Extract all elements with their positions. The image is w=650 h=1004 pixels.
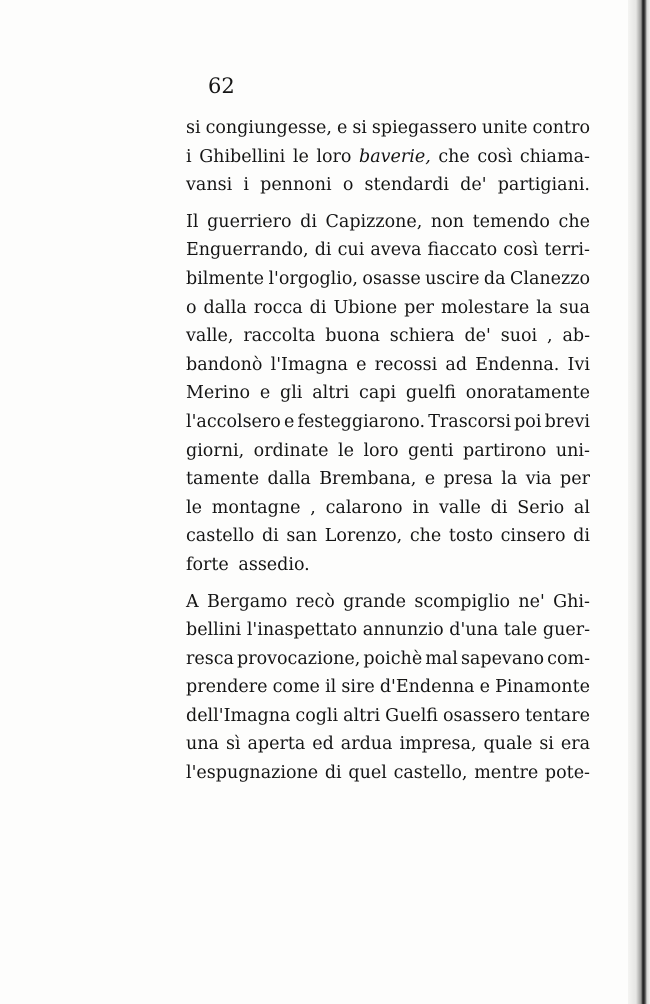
word: una <box>186 734 219 755</box>
word: come <box>272 677 320 698</box>
word: pote- <box>544 763 590 784</box>
word: d'Endenna <box>379 677 475 698</box>
word: partirono <box>463 440 547 461</box>
word: guerriero <box>207 211 292 232</box>
text-line <box>186 465 590 494</box>
word: di <box>309 297 327 318</box>
text-line <box>186 171 590 200</box>
word: san <box>286 526 318 547</box>
word: quale <box>483 734 533 755</box>
word: le <box>292 146 309 167</box>
text-line <box>186 673 590 702</box>
word: Enguerrando, <box>186 240 309 261</box>
word: Ghi- <box>553 591 590 612</box>
text-line <box>186 114 590 143</box>
word: di <box>490 497 508 518</box>
word: da <box>483 268 506 289</box>
word: mentre <box>474 763 539 784</box>
word: recossi <box>374 354 438 375</box>
text-line <box>186 551 590 580</box>
word: vansi <box>186 175 233 196</box>
word: era <box>560 734 590 755</box>
word: per <box>404 297 435 318</box>
word: via <box>525 469 552 490</box>
word: Capizzone, <box>325 211 423 232</box>
text-line <box>186 322 590 351</box>
word: guelfi <box>405 383 456 404</box>
word: Ivi <box>567 354 590 375</box>
word: tamente <box>186 469 260 490</box>
word: onoratamente <box>465 383 590 404</box>
word: uni- <box>555 440 590 461</box>
word: che <box>438 146 470 167</box>
word: di <box>314 240 332 261</box>
word: com- <box>547 648 590 669</box>
word: dell'Imagna <box>186 705 291 726</box>
word: che <box>558 211 590 232</box>
word: ad <box>445 354 468 375</box>
word: partigiani. <box>497 175 590 196</box>
word: poichè <box>363 648 423 669</box>
word: Trascorsi <box>428 411 511 432</box>
word: non <box>430 211 464 232</box>
text-line <box>186 208 590 237</box>
word: terri- <box>544 240 590 261</box>
page-number: 62 <box>208 74 235 98</box>
word: tosto <box>448 526 493 547</box>
word: uscire <box>425 268 480 289</box>
word: spiegassero <box>371 118 477 138</box>
word: cogli <box>295 705 339 726</box>
word: di <box>300 211 317 232</box>
word: Clanezzo <box>509 268 590 289</box>
word: osassero <box>442 705 521 726</box>
body-text <box>186 114 590 788</box>
word: poi <box>514 411 542 432</box>
word: aveva <box>370 240 422 261</box>
word: l'orgoglio, <box>268 268 358 289</box>
word: in <box>412 497 430 518</box>
word: e <box>424 469 436 490</box>
word: provocazione, <box>237 648 361 669</box>
word: Guelfi <box>385 705 438 726</box>
word: o <box>186 297 197 318</box>
word: d'una <box>449 620 499 641</box>
text-line <box>186 616 590 645</box>
word: altri <box>343 705 381 726</box>
word: forte <box>186 554 229 575</box>
word: rocca <box>253 297 303 318</box>
word: o <box>342 175 354 196</box>
word: Endenna. <box>475 354 560 375</box>
paragraph-gap <box>186 580 590 588</box>
word: aperta <box>247 734 306 755</box>
word: presa <box>443 469 493 490</box>
word: di <box>261 526 279 547</box>
word: Bergamo <box>207 591 288 612</box>
text-line <box>186 645 590 674</box>
word: al <box>573 497 590 518</box>
word: scompiglio <box>414 591 510 612</box>
word: Il <box>186 211 199 232</box>
word: l'espugnazione <box>186 763 319 784</box>
word: , <box>546 326 553 347</box>
word: così <box>477 146 513 167</box>
word: de' <box>464 326 491 347</box>
text-line <box>186 143 590 172</box>
word: calarono <box>325 497 403 518</box>
word: suoi <box>500 326 538 347</box>
word: bandonò <box>186 354 263 375</box>
word: grande <box>343 591 406 612</box>
word: de' <box>460 175 487 196</box>
word: sire <box>341 677 375 698</box>
word: Merino <box>186 383 251 404</box>
word: resca <box>186 648 234 669</box>
word: giorni, <box>186 440 245 461</box>
word: pennoni <box>260 175 332 196</box>
word: dalla <box>203 297 247 318</box>
text-line <box>186 588 590 617</box>
word: dalla <box>267 469 311 490</box>
word: i <box>243 175 249 196</box>
word: buona <box>325 326 380 347</box>
word: la <box>501 469 518 490</box>
text-line <box>186 408 590 437</box>
word: fiaccato <box>427 240 498 261</box>
word: chiama- <box>519 146 590 167</box>
word: e <box>356 354 367 375</box>
word: che <box>409 526 442 547</box>
word: congiungesse, <box>205 118 332 138</box>
word: mal <box>425 648 458 669</box>
word: brevi <box>544 411 590 432</box>
word: molestare <box>441 297 530 318</box>
word: ne' <box>518 591 545 612</box>
word: si <box>539 734 554 755</box>
word: Lorenzo, <box>324 526 403 547</box>
word: bilmente <box>186 268 265 289</box>
word: bellini <box>186 620 242 641</box>
word: Serio <box>517 497 565 518</box>
word: l'Imagna <box>270 354 348 375</box>
word: stendardi <box>364 175 449 196</box>
word: osasse <box>362 268 421 289</box>
word: e <box>259 383 271 404</box>
paragraph <box>186 588 590 788</box>
word: di <box>324 763 342 784</box>
text-line <box>186 351 590 380</box>
word: guer- <box>542 620 590 641</box>
word: assedio. <box>238 554 310 575</box>
word: così <box>503 240 539 261</box>
paragraph-gap <box>186 200 590 208</box>
word: le <box>337 440 354 461</box>
word: ab- <box>562 326 590 347</box>
word: recò <box>295 591 335 612</box>
word: si <box>186 118 201 138</box>
word: le <box>186 497 202 518</box>
word: per <box>560 469 590 490</box>
word: unite <box>481 118 528 138</box>
text-line <box>186 730 590 759</box>
text-line <box>186 379 590 408</box>
word: i <box>186 146 192 167</box>
word: castello <box>186 526 255 547</box>
word: prendere <box>186 677 268 698</box>
word: temendo <box>472 211 550 232</box>
word: Ubione <box>333 297 398 318</box>
word: altri <box>312 383 350 404</box>
word: festeggiarono. <box>297 411 426 432</box>
text-line <box>186 437 590 466</box>
word: ordinate <box>253 440 329 461</box>
word: genti <box>408 440 454 461</box>
word: valle <box>439 497 481 518</box>
word: impresa, <box>399 734 477 755</box>
word: la <box>536 297 553 318</box>
word: e <box>336 118 348 138</box>
word: annunzio <box>362 620 444 641</box>
word: loro <box>316 146 352 167</box>
word: sapevano <box>460 648 545 669</box>
word: raccolta <box>243 326 316 347</box>
word: e <box>283 411 295 432</box>
word: Brembana, <box>319 469 417 490</box>
text-line <box>186 294 590 323</box>
word: tale <box>503 620 538 641</box>
text-line <box>186 236 590 265</box>
word: , <box>310 497 316 518</box>
word: il <box>325 677 337 698</box>
paragraph <box>186 114 590 200</box>
word: baverie, <box>359 146 431 167</box>
text-line <box>186 759 590 788</box>
word: gli <box>280 383 303 404</box>
text-line <box>186 702 590 731</box>
word: loro <box>363 440 399 461</box>
word: schiera <box>389 326 455 347</box>
text-line <box>186 522 590 551</box>
word: si <box>352 118 367 138</box>
word: e <box>479 677 490 698</box>
word: montagne <box>211 497 301 518</box>
text-line <box>186 265 590 294</box>
word: sua <box>559 297 590 318</box>
word: castello, <box>393 763 468 784</box>
word: contro <box>532 118 590 138</box>
word: cinsero <box>500 526 566 547</box>
word: di <box>573 526 590 547</box>
word: ed <box>312 734 334 755</box>
word: sì <box>225 734 241 755</box>
word: quel <box>348 763 387 784</box>
word: tentare <box>525 705 590 726</box>
book-binding-edge <box>628 0 650 1004</box>
word: Ghibellini <box>199 146 286 167</box>
word: l'accolsero <box>186 411 281 432</box>
word: Pinamonte <box>495 677 590 698</box>
word: A <box>186 591 199 612</box>
word: valle, <box>186 326 234 347</box>
word: cui <box>337 240 365 261</box>
paragraph <box>186 208 590 580</box>
word: capi <box>359 383 397 404</box>
word: ardua <box>340 734 393 755</box>
text-line <box>186 494 590 523</box>
word: l'inaspettato <box>246 620 358 641</box>
